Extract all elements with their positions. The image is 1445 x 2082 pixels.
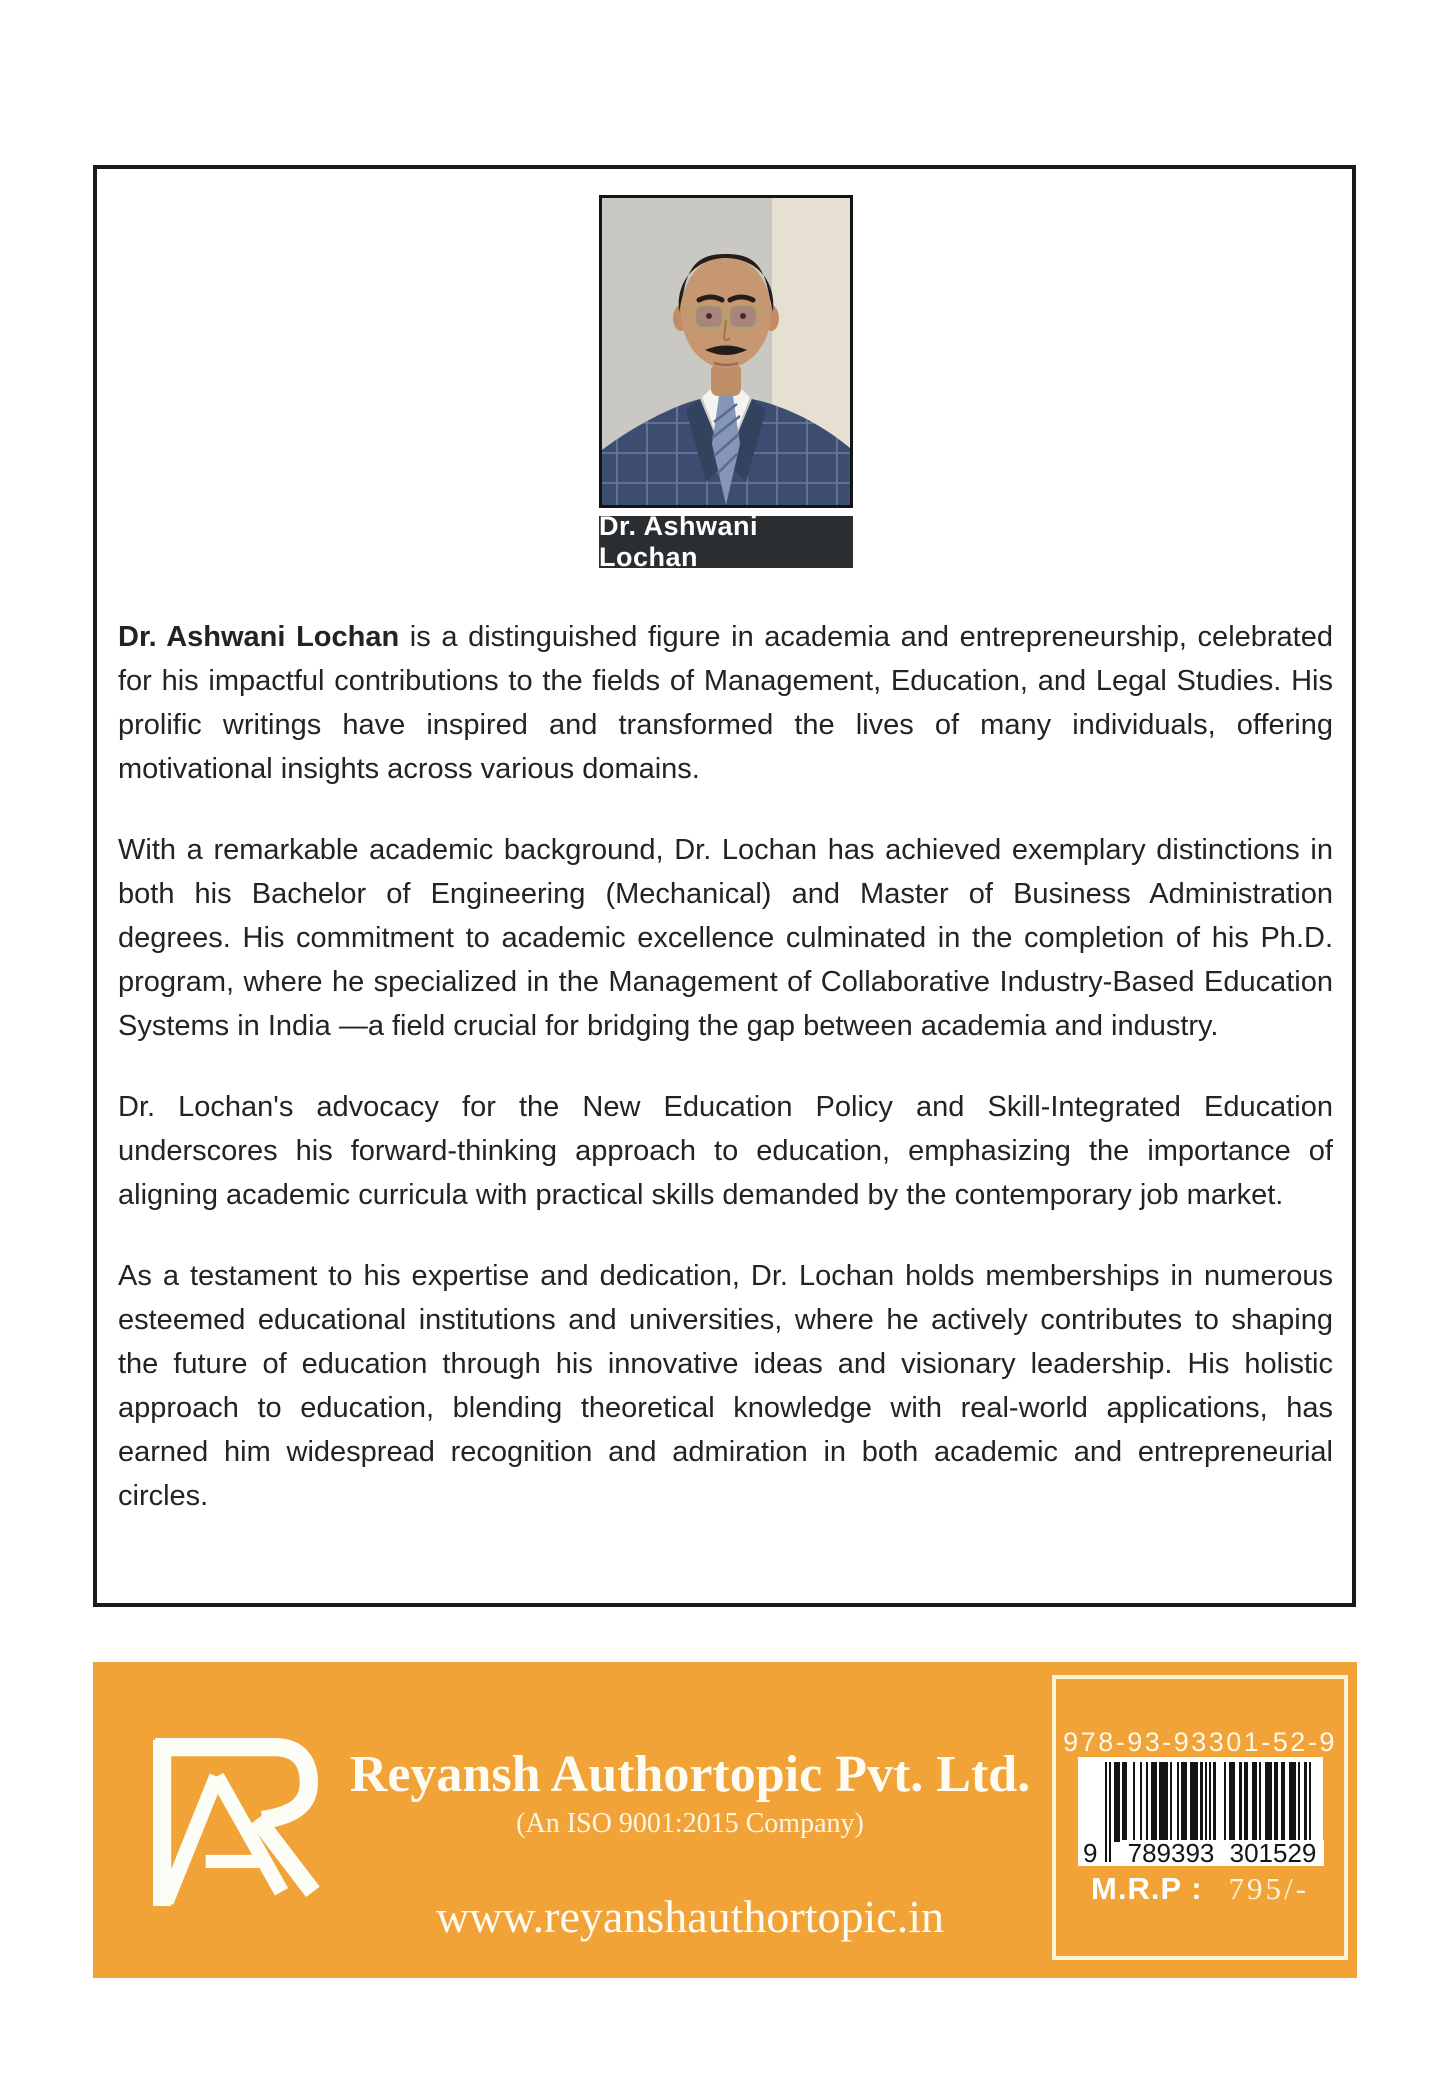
- barcode-bar: [1265, 1762, 1272, 1842]
- bio-paragraph-4: As a testament to his expertise and dedication, Dr. Lochan holds memberships in numerous esteemed educational institutions and universities, where he actively contributes to shaping the future of education through his innovative ideas and visionary leadership. His holistic approach to education, blending theoretical knowledge with real-world applications, has earned him widespread recognition and admiration in both academic and entrepreneurial circles.: [118, 1260, 1333, 1512]
- barcode-bar: [1122, 1762, 1126, 1842]
- barcode-box: [1052, 1675, 1348, 1960]
- publisher-logo-icon: [152, 1738, 322, 1910]
- barcode-bar: [1190, 1762, 1199, 1842]
- barcode-bar: [1181, 1762, 1188, 1842]
- barcode-bar: [1274, 1762, 1278, 1842]
- barcode-bar: [1239, 1762, 1241, 1842]
- barcode-digit-group-right: 301529: [1222, 1840, 1324, 1866]
- publisher-band: [93, 1662, 1357, 1978]
- bio-paragraph-1-lead: Dr. Ashwani Lochan: [118, 621, 400, 653]
- barcode-bar: [1114, 1762, 1121, 1842]
- barcode-bar: [1259, 1762, 1261, 1842]
- bio-paragraph-3: Dr. Lochan's advocacy for the New Education Policy and Skill-Integrated Education underscores his forward-thinking approach to education, emphasizing the importance of aligning academic curricula with practical skills demanded by the contemporary job market.: [118, 1091, 1333, 1211]
- barcode-bar: [1229, 1762, 1236, 1842]
- photo-caption-text: Dr. Ashwani Lochan: [599, 511, 759, 572]
- barcode-bar: [1133, 1762, 1135, 1842]
- barcode-bar: [1140, 1762, 1142, 1842]
- barcode-bar: [1146, 1762, 1148, 1842]
- bio-paragraph-1: [118, 615, 1333, 791]
- barcode-bar: [1109, 1762, 1111, 1862]
- bio-paragraph-1-rest: is a distinguished figure in academia and entrepreneurship, celebrated for his impactful contributions to the fields of Management, Education, and Legal Studies. His prolific writings have inspired and transformed the lives of many individuals, offering motivational insights across various domains.: [118, 621, 1333, 785]
- mrp-label: M.R.P :: [1091, 1871, 1203, 1906]
- photo-caption: [599, 511, 853, 572]
- barcode-bar: [1298, 1762, 1300, 1842]
- barcode-digit-first: 9: [1080, 1840, 1100, 1866]
- author-photo: [599, 195, 853, 508]
- barcode-bar: [1200, 1762, 1202, 1842]
- barcode-digit-group-left: 789393: [1120, 1840, 1222, 1866]
- publisher-name: Reyansh Authortopic Pvt. Ltd.: [349, 1746, 1031, 1803]
- barcode-bar: [1170, 1762, 1172, 1842]
- biography-box: [93, 165, 1356, 1607]
- publisher-iso-line: (An ISO 9001:2015 Company): [516, 1808, 864, 1840]
- barcode-bar: [1159, 1762, 1168, 1842]
- mrp-value: 795/-: [1228, 1871, 1309, 1906]
- barcode-bar: [1177, 1762, 1179, 1842]
- author-portrait-illustration: [602, 198, 850, 505]
- barcode-bar: [1224, 1762, 1226, 1842]
- biography-text: [118, 615, 1333, 1518]
- publisher-website: www.reyanshauthortopic.in: [436, 1891, 944, 1943]
- barcode-panel: [1078, 1757, 1323, 1866]
- publisher-text-block: [325, 1662, 1055, 1978]
- bio-paragraph-2: With a remarkable academic background, Dr. Lochan has achieved exemplary distinctions in both his Bachelor of Engineering (Mechanical) and Master of Business Administration degrees. His commitment to academic excellence culminated in the completion of his Ph.D. program, where he specialized in the Management of Collaborative Industry-Based Education Systems in India —a field crucial for bridging the gap between academia and industry.: [118, 834, 1333, 1042]
- mrp-line: [1056, 1871, 1344, 1907]
- isbn-number: 978-93-93301-52-9: [1063, 1727, 1337, 1757]
- barcode-bar: [1105, 1762, 1107, 1862]
- ra-monogram-icon: [152, 1738, 322, 1910]
- barcode-bar: [1151, 1762, 1158, 1842]
- barcode-bar: [1244, 1762, 1248, 1842]
- barcode-bar: [1252, 1762, 1256, 1842]
- barcode-bar: [1289, 1762, 1296, 1842]
- barcode-bar: [1281, 1762, 1285, 1842]
- barcode-bar: [1213, 1762, 1215, 1842]
